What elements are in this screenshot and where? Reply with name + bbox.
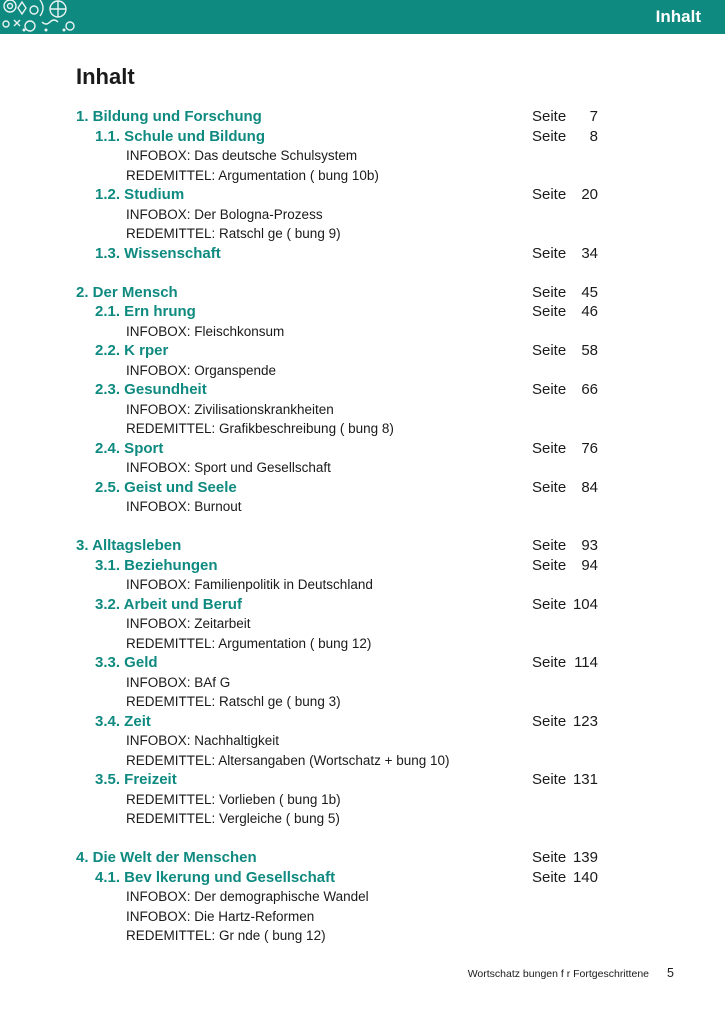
table-of-contents: [0, 107, 725, 946]
toc-entry: [0, 185, 725, 205]
toc-subentry: INFOBOX: Zivilisationskrankheiten: [126, 401, 334, 417]
toc-seite-label: Seite: [532, 537, 567, 554]
toc-entry: [0, 770, 725, 790]
toc-subentry: REDEMITTEL: Grafikbeschreibung ( bung 8): [126, 421, 394, 436]
toc-seite-label: Seite: [532, 595, 567, 613]
toc-page-ref: [532, 478, 598, 498]
toc-subentry: INFOBOX: Die Hartz-Reformen: [126, 908, 315, 924]
toc-chapter-title: 3. Alltagsleben: [76, 537, 182, 554]
toc-entry: [0, 848, 725, 868]
toc-section-title: 2.4. Sport: [95, 439, 164, 457]
toc-page-number: 104: [572, 595, 598, 613]
toc-page-ref: [532, 341, 598, 361]
toc-spacer: [0, 829, 725, 849]
toc-section-title: 4.1. Bev lkerung und Gesellschaft: [95, 868, 336, 886]
toc-subentry: REDEMITTEL: Argumentation ( bung 10b): [126, 167, 379, 183]
toc-entry: [0, 926, 725, 946]
toc-page-number: 94: [581, 556, 598, 574]
toc-page-ref: [532, 848, 598, 868]
toc-entry: [0, 244, 725, 264]
footer-page-number: 5: [667, 966, 674, 980]
toc-page-ref: [532, 244, 598, 264]
toc-entry: [0, 536, 725, 556]
toc-page-number: 8: [589, 127, 598, 145]
toc-seite-label: Seite: [532, 381, 567, 398]
toc-entry: [0, 400, 725, 420]
toc-seite-label: Seite: [532, 439, 567, 457]
toc-section-title: 3.5. Freizeit: [95, 771, 177, 788]
toc-entry: [0, 887, 725, 907]
toc-subentry: REDEMITTEL: Gr nde ( bung 12): [126, 928, 326, 943]
toc-entry: [0, 790, 725, 810]
toc-entry: [0, 712, 725, 732]
toc-subentry: INFOBOX: BAf G: [126, 674, 231, 690]
toc-subentry: REDEMITTEL: Ratschl ge ( bung 3): [126, 694, 341, 709]
toc-page-number: 93: [581, 537, 598, 554]
toc-page-ref: [532, 107, 598, 127]
toc-subentry: INFOBOX: Sport und Gesellschaft: [126, 460, 331, 475]
toc-subentry: INFOBOX: Familienpolitik in Deutschland: [126, 577, 373, 592]
toc-section-title: 1.1. Schule und Bildung: [95, 127, 266, 145]
toc-page-ref: [532, 302, 598, 322]
decorative-pattern-icon: [0, 0, 78, 34]
toc-section-title: 2.1. Ern hrung: [95, 303, 196, 320]
toc-page-ref: [532, 868, 598, 888]
toc-seite-label: Seite: [532, 849, 567, 866]
toc-section-title: 1.3. Wissenschaft: [95, 244, 221, 262]
toc-chapter-title: 1. Bildung und Forschung: [76, 108, 262, 125]
toc-page-number: 139: [572, 849, 598, 866]
toc-entry: [0, 341, 725, 361]
toc-seite-label: Seite: [532, 478, 567, 496]
toc-section-title: 2.5. Geist und Seele: [95, 478, 237, 496]
toc-page-ref: [532, 536, 598, 556]
toc-entry: [0, 634, 725, 654]
toc-entry: [0, 302, 725, 322]
toc-chapter-title: 4. Die Welt der Menschen: [76, 849, 257, 866]
toc-entry: [0, 478, 725, 498]
toc-entry: [0, 731, 725, 751]
toc-page-number: 7: [589, 108, 598, 125]
toc-page-number: 46: [581, 303, 598, 320]
toc-entry: [0, 283, 725, 303]
toc-subentry: INFOBOX: Nachhaltigkeit: [126, 733, 280, 748]
toc-subentry: REDEMITTEL: Vergleiche ( bung 5): [126, 811, 340, 826]
toc-page-ref: [532, 185, 598, 205]
toc-section-title: 1.2. Studium: [95, 186, 185, 203]
toc-seite-label: Seite: [532, 556, 567, 574]
toc-subentry: INFOBOX: Zeitarbeit: [126, 616, 251, 631]
toc-seite-label: Seite: [532, 127, 567, 145]
toc-entry: [0, 497, 725, 517]
toc-section-title: 3.2. Arbeit und Beruf: [95, 595, 242, 613]
toc-entry: [0, 809, 725, 829]
toc-subentry: INFOBOX: Organspende: [126, 362, 277, 378]
toc-page-number: 58: [581, 342, 598, 359]
toc-entry: [0, 673, 725, 693]
toc-page-number: 123: [572, 712, 598, 730]
toc-page-ref: [532, 770, 598, 790]
toc-subentry: INFOBOX: Der Bologna-Prozess: [126, 206, 323, 222]
toc-subentry: REDEMITTEL: Altersangaben (Wortschatz + bung 10): [126, 752, 450, 768]
toc-entry: [0, 595, 725, 615]
toc-spacer: [0, 517, 725, 537]
toc-entry: [0, 614, 725, 634]
toc-page-ref: [532, 653, 598, 673]
toc-page-number: 140: [572, 868, 598, 886]
toc-entry: [0, 692, 725, 712]
toc-entry: [0, 224, 725, 244]
toc-section-title: 3.1. Beziehungen: [95, 556, 218, 574]
toc-page-number: 114: [574, 654, 598, 671]
toc-page-number: 34: [581, 244, 598, 262]
toc-seite-label: Seite: [532, 303, 567, 320]
toc-entry: [0, 868, 725, 888]
toc-page-number: 66: [581, 381, 598, 398]
toc-entry: [0, 439, 725, 459]
toc-page-ref: [532, 556, 598, 576]
toc-section-title: 3.4. Zeit: [95, 712, 151, 730]
toc-entry: [0, 556, 725, 576]
toc-section-title: 2.3. Gesundheit: [95, 381, 207, 398]
toc-entry: [0, 751, 725, 771]
toc-seite-label: Seite: [532, 771, 567, 788]
toc-seite-label: Seite: [532, 108, 567, 125]
toc-page-number: 20: [581, 186, 598, 203]
toc-entry: [0, 146, 725, 166]
toc-entry: [0, 419, 725, 439]
toc-entry: [0, 166, 725, 186]
toc-page-number: 45: [581, 283, 598, 301]
toc-seite-label: Seite: [532, 868, 567, 886]
toc-page-ref: [532, 127, 598, 147]
toc-entry: [0, 205, 725, 225]
toc-seite-label: Seite: [532, 283, 567, 301]
toc-entry: [0, 907, 725, 927]
toc-entry: [0, 107, 725, 127]
toc-section-title: 3.3. Geld: [95, 654, 158, 671]
toc-page-ref: [532, 439, 598, 459]
page-title: Inhalt: [76, 64, 135, 89]
toc-subentry: INFOBOX: Der demographische Wandel: [126, 889, 369, 904]
toc-spacer: [0, 263, 725, 283]
header-title: Inhalt: [655, 7, 701, 26]
toc-seite-label: Seite: [532, 244, 567, 262]
toc-seite-label: Seite: [532, 342, 567, 359]
toc-seite-label: Seite: [532, 712, 567, 730]
toc-chapter-title: 2. Der Mensch: [76, 283, 178, 301]
toc-subentry: REDEMITTEL: Argumentation ( bung 12): [126, 635, 372, 651]
toc-subentry: REDEMITTEL: Vorlieben ( bung 1b): [126, 791, 341, 807]
toc-page-ref: [532, 595, 598, 615]
toc-page-number: 76: [581, 439, 598, 457]
toc-subentry: INFOBOX: Fleischkonsum: [126, 323, 285, 339]
footer-book-title: Wortschatz bungen f r Fortgeschrittene: [467, 968, 649, 980]
toc-section-title: 2.2. K rper: [95, 342, 169, 359]
toc-entry: [0, 458, 725, 478]
toc-entry: [0, 127, 725, 147]
toc-entry: [0, 575, 725, 595]
toc-entry: [0, 380, 725, 400]
toc-entry: [0, 653, 725, 673]
toc-subentry: INFOBOX: Das deutsche Schulsystem: [126, 148, 358, 163]
toc-page-ref: [532, 283, 598, 303]
header-bar: [0, 0, 725, 34]
toc-entry: [0, 361, 725, 381]
toc-page-number: 84: [581, 478, 598, 496]
toc-subentry: REDEMITTEL: Ratschl ge ( bung 9): [126, 226, 341, 241]
toc-entry: [0, 322, 725, 342]
toc-seite-label: Seite: [532, 186, 567, 203]
toc-page-ref: [532, 380, 598, 400]
toc-page-number: 131: [572, 771, 598, 788]
toc-page-ref: [532, 712, 598, 732]
toc-subentry: INFOBOX: Burnout: [126, 499, 242, 514]
toc-seite-label: Seite: [532, 654, 567, 671]
